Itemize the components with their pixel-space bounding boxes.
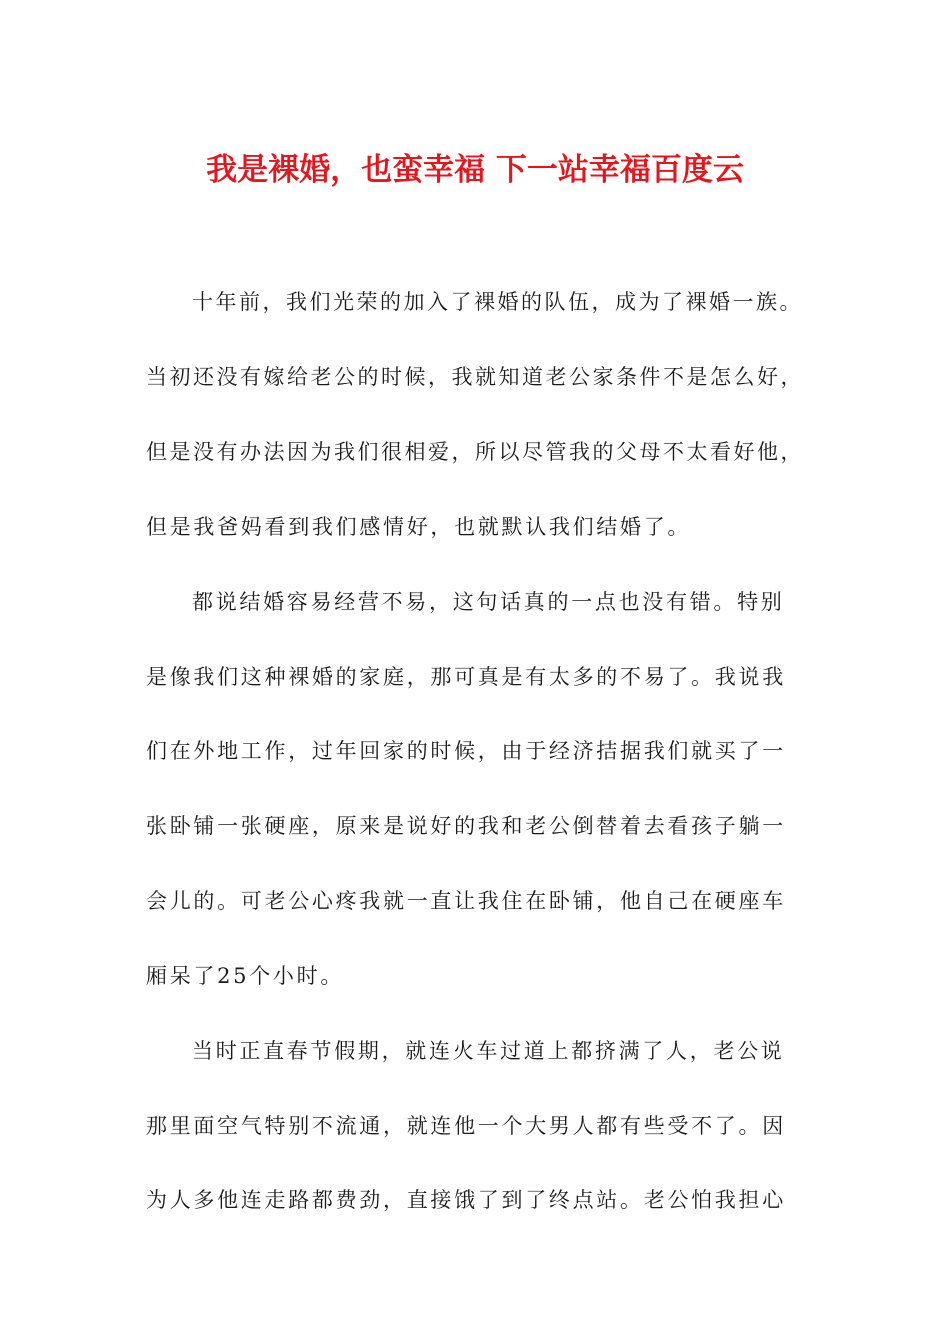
paragraph-2-line-1: 都说结婚容易经营不易，这句话真的一点也没有错。特别 xyxy=(192,590,785,614)
paragraph-2-line-5: 会儿的。可老公心疼我就一直让我住在卧铺，他自己在硬座车 xyxy=(146,889,786,913)
paragraph-1-line-4: 但是我爸妈看到我们感情好，也就默认我们结婚了。 xyxy=(146,515,692,539)
paragraph-3-line-2: 那里面空气特别不流通，就连他一个大男人都有些受不了。因 xyxy=(146,1114,786,1138)
paragraph-2-line-2: 是像我们这种裸婚的家庭，那可真是有太多的不易了。我说我 xyxy=(146,665,786,689)
paragraph-3-line-1: 当时正直春节假期，就连火车过道上都挤满了人，老公说 xyxy=(192,1039,785,1063)
document-title: 我是裸婚，也蛮幸福 下一站幸福百度云 xyxy=(206,152,744,188)
paragraph-2-line-3: 们在外地工作，过年回家的时候，由于经济拮据我们就买了一 xyxy=(146,739,786,763)
paragraph-1-line-1: 十年前，我们光荣的加入了裸婚的队伍，成为了裸婚一族。 xyxy=(192,290,803,314)
paragraph-2-line-6: 厢呆了25个小时。 xyxy=(146,964,345,988)
paragraph-2-line-4: 张卧铺一张硬座，原来是说好的我和老公倒替着去看孩子躺一 xyxy=(146,814,786,838)
paragraph-1-line-2: 当初还没有嫁给老公的时候，我就知道老公家条件不是怎么好， xyxy=(146,365,804,389)
paragraph-1-line-3: 但是没有办法因为我们很相爱，所以尽管我的父母不太看好他， xyxy=(146,440,804,464)
paragraph-3-line-3: 为人多他连走路都费劲，直接饿了到了终点站。老公怕我担心 xyxy=(146,1188,786,1212)
